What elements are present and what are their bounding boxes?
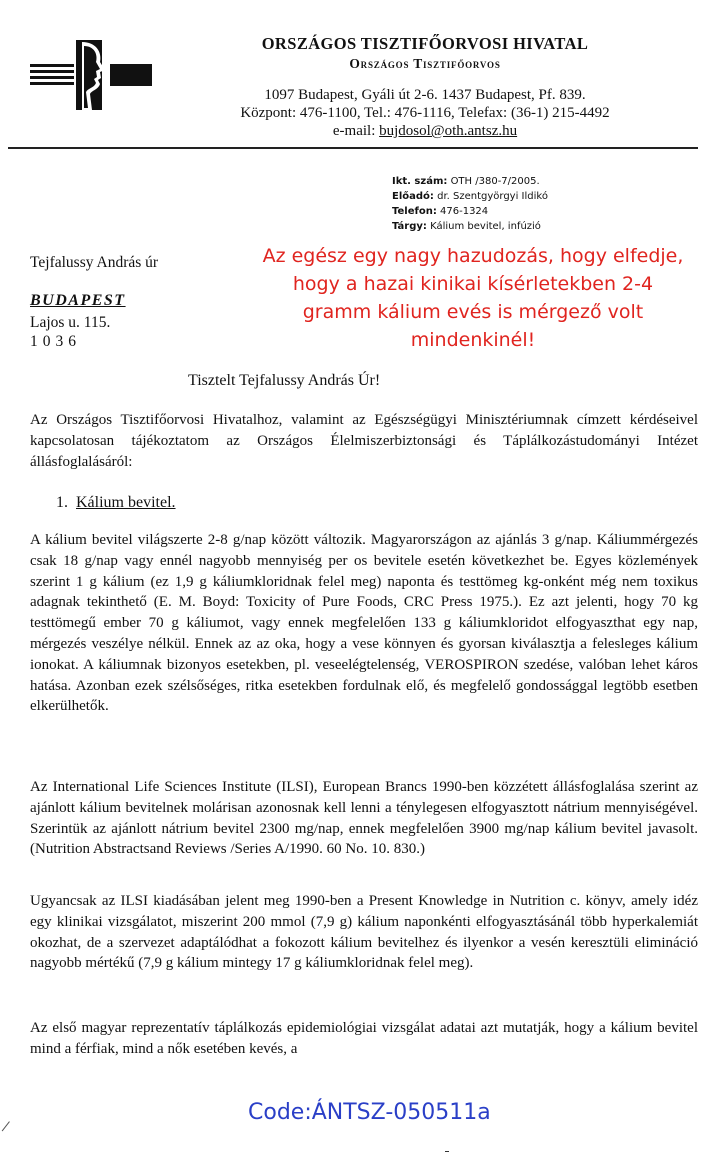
recipient-name: Tejfalussy András úr: [30, 254, 159, 271]
recipient-zip: 1036: [30, 333, 81, 350]
body-paragraph: A kálium bevitel világszerte 2-8 g/nap között változik. Magyarországon az ajánlás 3 g/nap. Káliummérgezés csak 18 g/nap vagy ennél nagyobb mennyiség per os bevitele esetén következhet be. Egyes közlemények szerint 1 g kálium (ez 1,9 g káliumkloridnak felel meg) naponta és testtömeg kg-onként még nem toxikus adagnak tekinthető (E. M. Boyd: Toxicity of Pure Foods, CRC Press 1975.). Ez azt jelenti, hogy 70 kg testtömegű ember 70 g káliumot, vagy ennek megfelelően 133 g káliumkloridot elfogyaszthat egy nap, mérgezés veszélye nélkül. Ennek az az oka, hogy a vese könnyen és gyorsan kiválasztja a felesleges kálium ionokat. A káliumnak bizonyos esetekben, pl. veseelégtelenség, VEROSPIRON szedése, valóban lehet káros hatása. Azonban ezek szélsőséges, ritka esetekben fordulnak elő, és megfelelő gondossággal legtöbb esetben elkerülhetők.: [30, 532, 698, 715]
salutation: Tisztelt Tejfalussy András Úr!: [188, 372, 381, 389]
reference-line: Előadó: dr. Szentgyörgyi Ildikó: [392, 191, 548, 202]
reference-line: Ikt. szám: OTH /380-7/2005.: [392, 176, 540, 187]
reference-line: Tárgy: Kálium bevitel, infúzió: [392, 221, 541, 232]
body-paragraph: Ugyancsak az ILSI kiadásában jelent meg 1990-ben a Present Knowledge in Nutrition c. könyv, amely idéz egy klinikai vizsgálatot, miszerint 200 mmol (7,9 g) kálium naponkénti elfogyasztásánál több hyperkalemiát okozhat, de a szervezet adaptálódhat a fokozott kálium bevitelhez és ilyenkor a vesén keresztüli elimináció nagyobb mértékű (7,9 g kálium mintegy 17 g káliumkloridnak felel meg).: [30, 893, 698, 972]
intro-paragraph: Az Országos Tisztifőorvosi Hivatalhoz, valamint az Egészségügyi Minisztériumnak címzett kérdéseivel kapcsolatosan tájékoztatom az Országos Élelmiszerbiztonsági és Táplálkozástudományi Intézet állásfoglalásáról:: [30, 412, 698, 470]
document-code: Code:ÁNTSZ-050511a: [248, 1100, 491, 1125]
body-paragraph: Az első magyar reprezentatív táplálkozás epidemiológiai vizsgálat adatai azt mutatják, hogy a kálium bevitel mind a férfiak, mind a nők esetében kevés, a: [30, 1020, 698, 1057]
header-divider: [8, 147, 698, 149]
org-name: ORSZÁGOS TISZTIFŐORVOSI HIVATAL: [261, 34, 589, 53]
scan-mark: [445, 1151, 449, 1152]
scan-mark: [2, 1121, 20, 1138]
email-label: e-mail:: [332, 123, 380, 139]
org-subtitle: Országos Tisztifőorvos: [349, 56, 501, 71]
red-annotation: Az egész egy nagy hazudozás, hogy elfedje, hogy a hazai kinikai kísérletekben 2-4 gramm kálium evés is mérgező volt mindenkinél!: [262, 245, 684, 351]
org-address: 1097 Budapest, Gyáli út 2-6. 1437 Budapest, Pf. 839.: [264, 87, 586, 103]
recipient-street: Lajos u. 115.: [30, 314, 111, 331]
institution-logo: [26, 38, 156, 112]
recipient-city: BUDAPEST: [30, 292, 126, 309]
org-phones: Központ: 476-1100, Tel.: 476-1116, Telefax: (36-1) 215-4492: [240, 105, 610, 121]
body-paragraph: Az International Life Sciences Institute (ILSI), European Brancs 1990-ben közzétett állásfoglalása szerint az ajánlott kálium bevitelnek molárisan azonosnak kell lenni a ténylegesen elfogyasztott nátrium mennyiségével. Szerintük az ajánlott nátrium bevitel 2300 mg/nap, ennek megfelelően 3900 mg/nap kálium bevitel javasolt. (Nutrition Abstractsand Reviews /Series A/1990. 60 No. 10. 830.): [30, 779, 698, 858]
org-email-line: [160, 123, 690, 140]
section-heading: 1. Kálium bevitel.: [56, 494, 176, 511]
reference-line: Telefon: 476-1324: [392, 206, 489, 217]
email-link[interactable]: bujdosol@oth.antsz.hu: [379, 123, 518, 139]
